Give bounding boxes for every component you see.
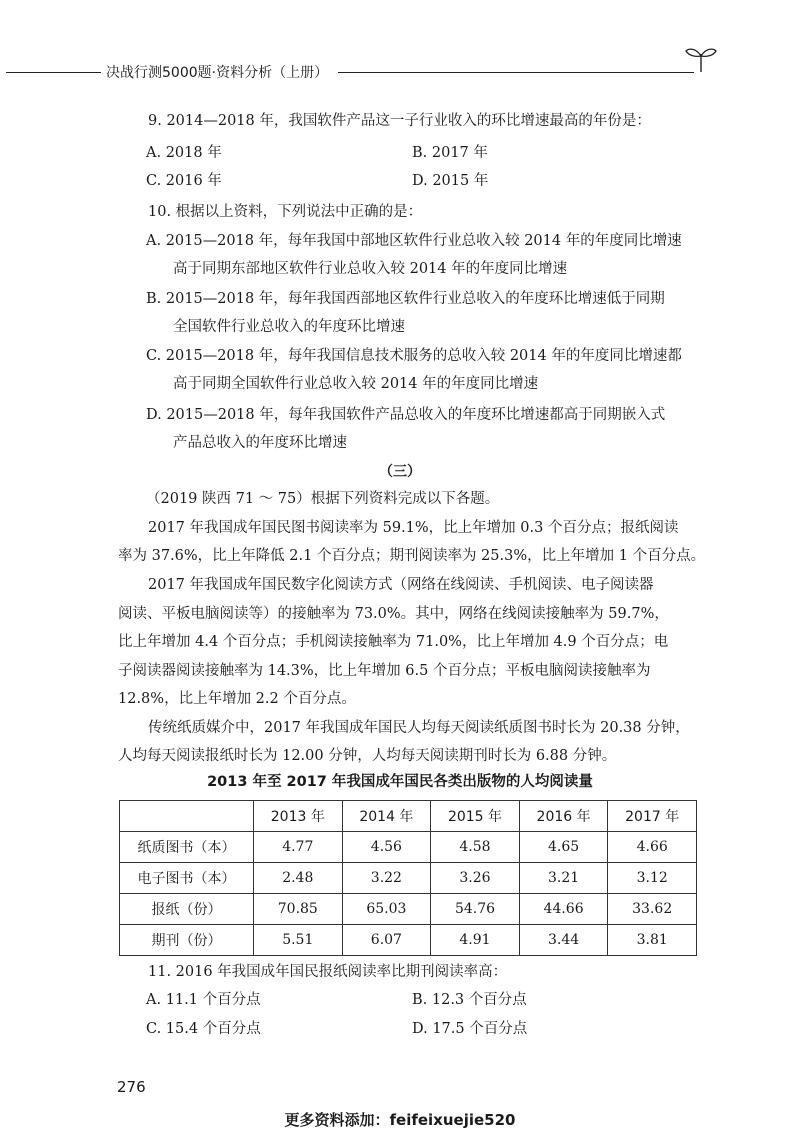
q10-option-a-line1[interactable]: A. 2015—2018 年，每年我国中部地区软件行业总收入较 2014 年的年度同比增速 [146,233,682,249]
table-cell: 3.81 [608,925,697,956]
q11-option-d[interactable]: D. 17.5 个百分点 [412,1021,528,1037]
table-cell: 2.48 [254,863,343,894]
passage-p1-line2: 率为 37.6%，比上年降低 2.1 个百分点；期刊阅读率为 25.3%，比上年增加 1 个百分点。 [118,548,706,564]
column-header: 2017 年 [608,801,697,832]
section-mark: （三） [379,464,421,480]
table-title: 2013 年至 2017 年我国成年国民各类出版物的人均阅读量 [207,774,593,790]
q10-option-c-line1[interactable]: C. 2015—2018 年，每年我国信息技术服务的总收入较 2014 年的年度同比增速都 [146,348,682,364]
section-source: （2019 陕西 71 ～ 75）根据下列资料完成以下各题。 [146,491,500,507]
q10-option-a-line2[interactable]: 高于同期东部地区软件行业总收入较 2014 年的年度同比增速 [173,261,568,277]
q11-option-c[interactable]: C. 15.4 个百分点 [146,1021,261,1037]
column-header: 2015 年 [431,801,520,832]
q9-option-d[interactable]: D. 2015 年 [412,173,489,189]
table-cell: 33.62 [608,894,697,925]
column-header: 2014 年 [342,801,431,832]
passage-p2-line1: 2017 年我国成年国民数字化阅读方式（网络在线阅读、手机阅读、电子阅读器 [148,577,654,593]
table-cell: 3.26 [431,863,520,894]
table-cell: 3.21 [519,863,608,894]
header-rule-right [338,72,694,73]
row-label: 电子图书（本） [120,863,254,894]
table-row [120,832,697,863]
table-cell: 4.56 [342,832,431,863]
table-row [120,863,697,894]
sprout-icon [684,44,718,74]
row-label: 纸质图书（本） [120,832,254,863]
column-header: 2013 年 [254,801,343,832]
row-label: 报纸（份） [120,894,254,925]
column-header: 2016 年 [519,801,608,832]
table-row [120,894,697,925]
passage-p2-line2: 阅读、平板电脑阅读等）的接触率为 73.0%。其中，网络在线阅读接触率为 59.7%， [118,606,669,622]
table-cell: 3.44 [519,925,608,956]
q9-option-b[interactable]: B. 2017 年 [412,145,488,161]
passage-p3-line2: 人均每天阅读报纸时长为 12.00 分钟，人均每天阅读期刊时长为 6.88 分钟。 [118,748,617,764]
q9-stem: 9. 2014—2018 年，我国软件产品这一子行业收入的环比增速最高的年份是： [148,113,651,129]
table-cell: 4.65 [519,832,608,863]
table-cell: 4.58 [431,832,520,863]
reading-volume-table [119,800,697,956]
header-rule-left [6,72,101,73]
table-cell: 5.51 [254,925,343,956]
book-title: 决战行测5000题·资料分析（上册） [106,65,329,81]
table-cell: 4.91 [431,925,520,956]
table-cell: 54.76 [431,894,520,925]
table-cell: 44.66 [519,894,608,925]
table-cell: 65.03 [342,894,431,925]
q10-option-b-line2[interactable]: 全国软件行业总收入的年度环比增速 [173,319,405,335]
q10-option-c-line2[interactable]: 高于同期全国软件行业总收入较 2014 年的年度同比增速 [173,376,539,392]
q10-option-b-line1[interactable]: B. 2015—2018 年，每年我国西部地区软件行业总收入的年度环比增速低于同期 [146,291,665,307]
page-number: 276 [117,1078,146,1096]
q9-option-a[interactable]: A. 2018 年 [146,145,222,161]
q10-option-d-line2[interactable]: 产品总收入的年度环比增速 [173,435,347,451]
q10-option-d-line1[interactable]: D. 2015—2018 年，每年我国软件产品总收入的年度环比增速都高于同期嵌入式 [146,407,666,423]
q11-stem: 11. 2016 年我国成年国民报纸阅读率比期刊阅读率高： [148,964,508,980]
table-cell: 3.22 [342,863,431,894]
table-cell: 3.12 [608,863,697,894]
passage-p3-line1: 传统纸质媒介中，2017 年我国成年国民人均每天阅读纸质图书时长为 20.38 分钟， [148,720,690,736]
q9-option-c[interactable]: C. 2016 年 [146,173,222,189]
table-cell: 70.85 [254,894,343,925]
row-label: 期刊（份） [120,925,254,956]
footer-note: 更多资料添加：feifeixuejie520 [284,1111,516,1129]
q11-option-a[interactable]: A. 11.1 个百分点 [146,992,261,1008]
passage-p2-line5: 12.8%，比上年增加 2.2 个百分点。 [118,691,356,707]
table-cell: 4.77 [254,832,343,863]
passage-p2-line4: 子阅读器阅读接触率为 14.3%，比上年增加 6.5 个百分点；平板电脑阅读接触率为 [118,663,651,679]
q10-stem: 10. 根据以上资料，下列说法中正确的是： [148,204,423,220]
passage-p2-line3: 比上年增加 4.4 个百分点；手机阅读接触率为 71.0%，比上年增加 4.9 个百分点；电 [118,634,669,650]
table-cell: 6.07 [342,925,431,956]
passage-p1-line1: 2017 年我国成年国民图书阅读率为 59.1%，比上年增加 0.3 个百分点；报纸阅读 [148,520,679,536]
table-row [120,925,697,956]
page-header [0,62,800,86]
table-cell: 4.66 [608,832,697,863]
table-corner-cell [120,801,254,832]
q11-option-b[interactable]: B. 12.3 个百分点 [412,992,527,1008]
table-header-row [120,801,697,832]
